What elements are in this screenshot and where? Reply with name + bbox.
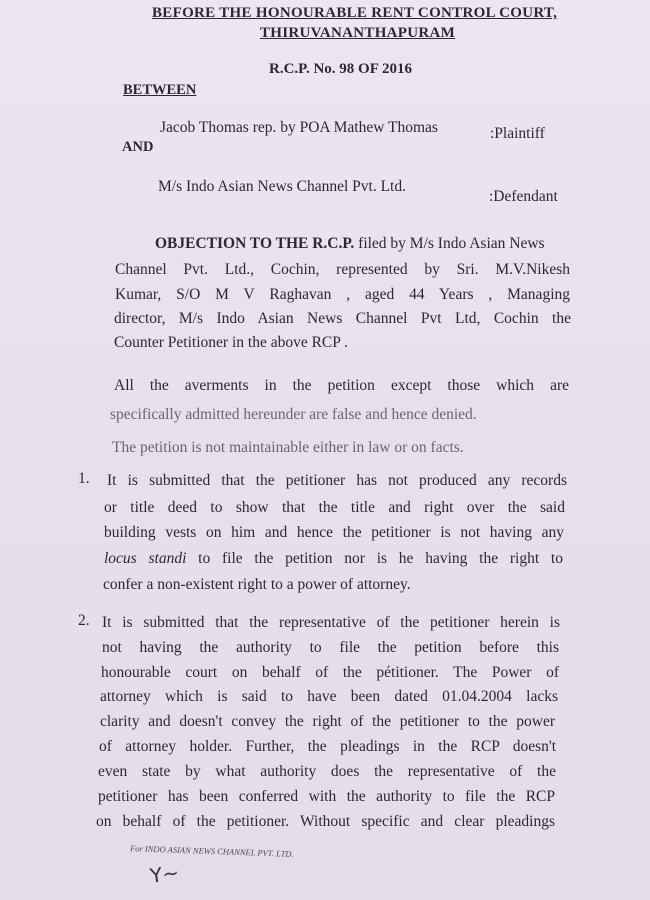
- point2-line2: not having the authority to file the petition before this: [102, 639, 559, 656]
- court-title-line2: THIRUVANANTHAPURAM: [260, 25, 456, 41]
- averments-line2: [110, 403, 477, 427]
- point1-line3: building vests on him and hence the petitioner is not having any: [104, 524, 564, 541]
- point2-line3: honourable court on behalf of the pétitioner. The Power of: [101, 664, 559, 681]
- point2-line8: petitioner has been conferred with the authority to file the RCP: [98, 788, 555, 805]
- locus-standi-text: locus standi: [104, 550, 187, 567]
- averments-line2-text: specifically admitted hereunder are false and hence denied.: [110, 406, 477, 423]
- point2-line7: even state by what authority does the representative of the: [98, 763, 556, 780]
- case-number: R.C.P. No. 98 OF 2016: [269, 61, 413, 77]
- and-label: AND: [122, 139, 154, 155]
- maintainability-statement: The petition is not maintainable either in law or on facts.: [112, 439, 464, 456]
- point2-line1: It is submitted that the representative of the petitioner herein is: [102, 614, 560, 631]
- point2-line6: of attorney holder. Further, the pleadings in the RCP doesn't: [99, 738, 556, 755]
- plaintiff-role: :Plaintiff: [490, 125, 545, 142]
- objection-line1: [155, 232, 545, 256]
- objection-line4: director, M/s Indo Asian News Channel Pvt Ltd, Cochin the: [114, 310, 571, 327]
- point1-line4-text: to file the petition nor is he having the right to: [186, 550, 563, 567]
- between-label: BETWEEN: [123, 82, 197, 98]
- plaintiff-name: Jacob Thomas rep. by POA Mathew Thomas: [160, 119, 438, 136]
- objection-line1-rest: filed by M/s Indo Asian News: [354, 235, 545, 252]
- point-number: 2.: [78, 612, 90, 629]
- point2-line5: clarity and doesn't convey the right of the petitioner to the power: [100, 713, 555, 730]
- signature: Y~: [148, 860, 181, 888]
- court-title-line1: BEFORE THE HONOURABLE RENT CONTROL COURT,: [152, 5, 558, 21]
- averments-line1: All the averments in the petition except those which are: [114, 377, 569, 394]
- objection-line2: Channel Pvt. Ltd., Cochin, represented by Sri. M.V.Nikesh: [115, 261, 570, 278]
- point2-line9: on behalf of the petitioner. Without specific and clear pleadings: [96, 813, 555, 830]
- point-number: 1.: [78, 470, 90, 487]
- defendant-role: :Defendant: [489, 188, 558, 205]
- point1-line2: or title deed to show that the title and right over the said: [104, 499, 565, 516]
- point1-line5: confer a non-existent right to a power of attorney.: [103, 576, 411, 593]
- objection-line3: Kumar, S/O M V Raghavan , aged 44 Years , Managing: [115, 286, 570, 303]
- objection-line5: Counter Petitioner in the above RCP .: [114, 334, 349, 351]
- point2-line4: attorney which is said to have been dated 01.04.2004 lacks: [100, 688, 558, 705]
- point1-line1: It is submitted that the petitioner has not produced any records: [107, 472, 567, 489]
- objection-heading: OBJECTION TO THE R.C.P.: [155, 235, 355, 252]
- company-stamp: For INDO ASIAN NEWS CHANNEL PVT. LTD.: [129, 843, 294, 859]
- defendant-name: M/s Indo Asian News Channel Pvt. Ltd.: [158, 178, 406, 195]
- point1-line4: [104, 547, 563, 571]
